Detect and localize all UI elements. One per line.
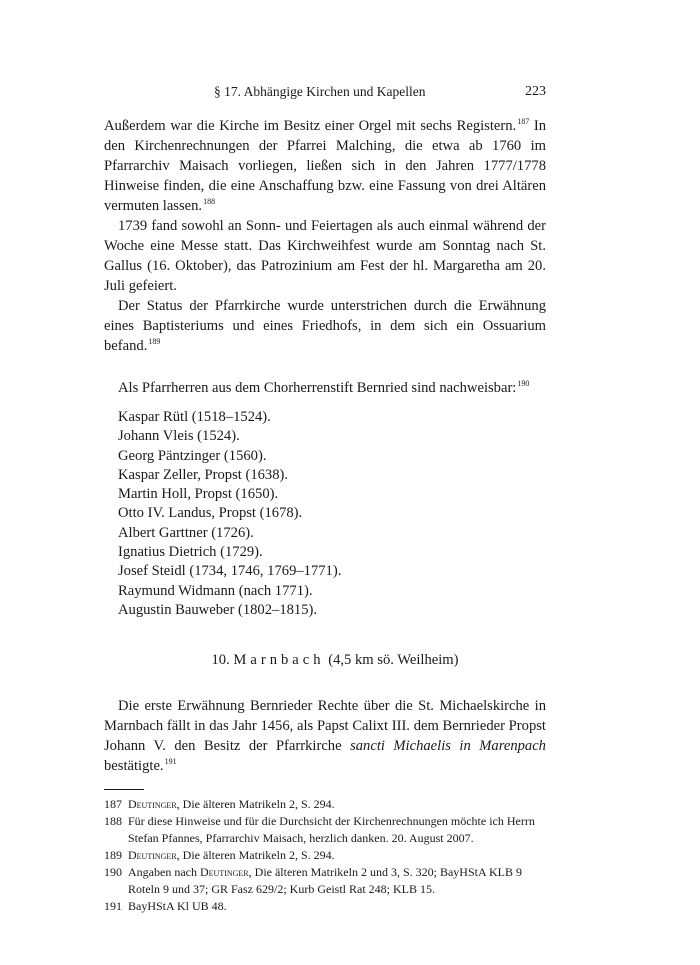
footnote-number: 187 — [104, 797, 122, 812]
list-item: Georg Päntzinger (1560). — [118, 447, 267, 464]
footnote — [104, 864, 546, 898]
footnote-ref[interactable]: 191 — [164, 757, 177, 767]
footnote-ref[interactable]: 190 — [517, 379, 530, 388]
footnote-ref[interactable]: 189 — [148, 337, 161, 346]
footnote-prefix: Angaben nach — [128, 865, 200, 880]
footnote-text — [128, 864, 546, 898]
footnote-number: 190 — [104, 865, 122, 880]
section-heading — [104, 650, 546, 670]
paragraph-italic-text: sancti Michaelis in Marenpach — [350, 738, 546, 755]
paragraph-text: Der Status der Pfarrkirche wurde unterstrichen durch die Erwähnung eines Baptisteriums und eines Friedhofs, in dem sich ein Ossuarium befand. — [104, 298, 546, 354]
footnote-number: 188 — [104, 814, 122, 829]
footnote-body: BayHStA Kl UB 48. — [128, 899, 227, 914]
footnote-text — [128, 796, 546, 813]
footnote — [104, 813, 546, 847]
footnote-body: Für diese Hinweise und für die Durchsicht der Kirchenrechnungen möchte ich Herrn Stefan Pfannes, Pfarrarchiv Maisach, herzlich danken. 20. August 2007. — [128, 814, 535, 846]
list-item: Otto IV. Landus, Propst (1678). — [118, 505, 303, 522]
list-item: Augustin Bauweber (1802–1815). — [118, 601, 318, 618]
list-item: Kaspar Zeller, Propst (1638). — [118, 466, 289, 483]
paragraph-text: 1739 fand sowohl an Sonn- und Feiertagen als auch einmal während der Woche eine Messe statt. Das Kirchweihfest wurde am Sonntag nach St. Gallus (16. Oktober), das Patrozinium am Fest der hl. Margaretha am 20. Juli gefeiert. — [104, 218, 546, 294]
pastor-list-intro — [118, 378, 546, 398]
footnote-number: 189 — [104, 848, 122, 863]
footnote-ref[interactable]: 188 — [203, 197, 216, 206]
book-page — [104, 84, 546, 915]
footnote-body: , Die älteren Matrikeln 2, S. 294. — [176, 848, 335, 863]
list-item: Kaspar Rütl (1518–1524). — [118, 409, 271, 425]
list-item: Albert Garttner (1726). — [118, 524, 254, 541]
section-name: Marnbach — [233, 652, 325, 669]
pastor-list — [104, 408, 546, 620]
paragraph-text: In den Kirchenrechnungen der Pfarrei Malching, die etwa ab 1760 im Pfarrarchiv Maisach vorliegen, ließen sich in den Jahren 1777/1778 Hinweise finden, die eine Anschaffung bzw. eine Fassung von drei Altären vermuten lassen. — [104, 118, 546, 214]
list-item: Ignatius Dietrich (1729). — [118, 544, 263, 561]
spacer — [104, 356, 546, 378]
pastor-list-intro-text: Als Pfarrherren aus dem Chorherrenstift Bernried sind nachweisbar: — [118, 380, 517, 396]
paragraph-status — [104, 296, 546, 356]
footnote-author: Deutinger — [199, 865, 249, 880]
running-head-title: § 17. Abhängige Kirchen und Kapellen — [214, 84, 426, 99]
footnote-body: , Die älteren Matrikeln 2, S. 294. — [176, 797, 335, 812]
page-number: 223 — [525, 84, 546, 99]
footnote-ref[interactable]: 187 — [517, 117, 530, 126]
list-item: Johann Vleis (1524). — [118, 428, 240, 445]
list-item: Josef Steidl (1734, 1746, 1769–1771). — [118, 563, 342, 580]
footnote-author: Deutinger — [128, 848, 177, 863]
footnote — [104, 898, 546, 915]
paragraph-organ — [104, 116, 546, 216]
footnote — [104, 847, 546, 864]
footnote-text — [128, 847, 546, 864]
footnote — [104, 796, 546, 813]
footnote-body: , Die älteren Matrikeln 2 und 3, S. 320; BayHStA KLB 9 Roteln 9 und 37; GR Fasz 629/2; Kurb Geistl Rat 248; KLB 15. — [128, 865, 522, 897]
section-number: 10. — [211, 652, 230, 669]
footnote-divider — [104, 789, 144, 790]
paragraph-marnbach — [104, 696, 546, 776]
footnote-author: Deutinger — [128, 797, 177, 812]
paragraph-text: bestätigte. — [104, 758, 164, 775]
list-item: Martin Holl, Propst (1650). — [118, 486, 279, 503]
list-item: Raymund Widmann (nach 1771). — [118, 582, 313, 599]
section-location: (4,5 km sö. Weilheim) — [328, 652, 459, 669]
paragraph-mass — [104, 216, 546, 296]
footnote-number: 191 — [104, 899, 122, 914]
paragraph-text: Die erste Erwähnung Bernrieder Rechte über die St. Michaelskirche in Marnbach fällt in das Jahr 1456, als Papst Calixt III. dem Bernrieder Propst Johann V. den Besitz der Pfarrkirche — [104, 698, 546, 755]
paragraph-text: Außerdem war die Kirche im Besitz einer Orgel mit sechs Registern. — [104, 118, 517, 134]
running-head — [104, 84, 546, 106]
